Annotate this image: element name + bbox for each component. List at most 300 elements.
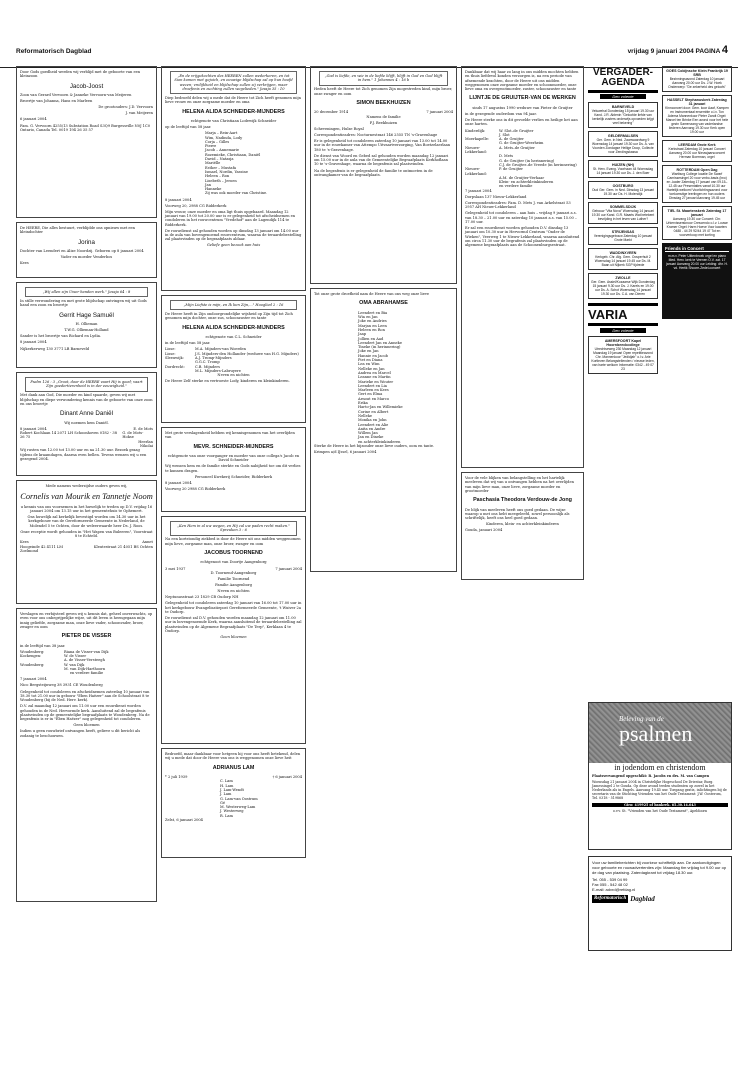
birth-date: 20 december 1914 <box>314 110 349 115</box>
child-name: Gerrit Hage Samuël <box>59 311 114 319</box>
relative: M.A. Mijnders-van Woerden <box>195 347 246 352</box>
agenda-list <box>588 102 658 299</box>
ad-speakers: Plaatsvervangend opgeschikt: B. Jacobs en drs. M. van Campen <box>592 774 710 778</box>
family-list <box>165 779 302 818</box>
ad-visit: Wij rusten van 12.00 tot 13.00 uur en na 21.30 uur. Bezoek graag tijdens de kraamdagen, daarna even bellen. Tevens wenzen wij u een gezegend 2004. <box>20 448 147 461</box>
event-item <box>662 95 732 137</box>
item-text: Ger. Gem. in Ned. Zaanwaardweg 9 Woensdag 14 januari 19.30 uur Ds. A. van Voorden Zondagse Heilige Doop, Collecte voor Zendingskassa <box>592 138 654 154</box>
family-member: Esther – Mustafa <box>205 165 237 170</box>
item-text: Utrechtseweg 230 Maandag 12 januari Maandag 19 januari Open repetitieavond Chr. Mannenkoor "Jedidjah" o.l.v. Arie Kortleven Belangstellenden / nieuwe leden, van harte welkom Informatie: 0342 - 49 07 23 <box>591 347 655 371</box>
parent-2: T.W.G. Ollieman-Holland <box>64 328 109 333</box>
ad-sign: De grootouders: J.D. Vervoorn <box>98 105 153 110</box>
ad-intro: Dankbaar dat wij haar zo lang in ons midden mochten hebben en thuis liefdevol konden verzorgen is, na een periode van afnemende krachten, door de Heere uit ons midden weggenomen onze zorgzame moeder en schoonmoeder, onze lieve oma en overgrootmoeder, zuster, schoonzuster en tante <box>465 70 579 92</box>
family-list <box>314 311 453 444</box>
ad-sign: Kinderen, klein- en achterkleinkinderen <box>486 522 559 527</box>
ad-title: Friends in Concert <box>665 246 729 252</box>
relative: J.S. Mijnders-den Hollander (weduwe van H.G. Mijnders) <box>195 351 299 356</box>
child-name: Dinant Anne Daniël <box>60 410 113 418</box>
ad-intro: Tot onze grote droefheid nam de Heere van ons weg onze lieve <box>314 292 429 296</box>
signer-3: Heerlan <box>138 439 153 444</box>
column-3 <box>310 66 457 1066</box>
wedding-ad <box>16 480 157 604</box>
family-member: Mariëlle <box>205 161 221 166</box>
family-member: Corine en Albert <box>358 409 389 414</box>
place: Woudenberg: <box>20 662 45 667</box>
ad-text: Voor uw familieberichten bij voorkeur schriftelijk aan. De aankondigingen voor geboorte en rouwadvertenties zijn: Maandag tim vrijdag tot 9.00 uur op de dag van plaatsing. Zaterdagkrant tot vrijdag 18.30 uur. <box>592 860 727 875</box>
family-member: R. Lam <box>220 813 233 818</box>
ad-date: Krimpen a/d IJssel, 6 januari 2004 <box>314 450 377 455</box>
item-heading: ZWOLLE <box>615 276 631 280</box>
item-heading: TIEL St. Maartenskerk Zaterdag 17 januari <box>667 209 727 217</box>
family-member: G. Lam-van Oostrum <box>220 796 258 801</box>
family-member: Marleen en Kees <box>358 388 389 393</box>
ad-date: Zelst, 6 januari 2004 <box>165 818 203 823</box>
ad-quote: Psalm 126 : 3 „Groot, door de HEERE vaart Hij is goed; vaart Zijn goedertierenheid is in der eeuwigheid." <box>25 377 148 392</box>
family-2: Familie Aangenborg <box>215 583 252 588</box>
family-member: Marieke en Wouter <box>358 379 394 384</box>
place: Moerkapelle: <box>465 137 490 142</box>
family-member: Rozemieke, Christiaan, Daniël <box>205 152 261 157</box>
ad-intro: Na een kortstondig ziekbed is door de Heere uit ons midden weggenomen mijn lieve, zorgzame man, onze broer, zwager en oom <box>165 537 301 546</box>
ad-intro: Met dank aan God, Die moeder en kind spaarde, geven wij met blijdschap en diepe verwondering kennis van de geboorte van onze zoon en ons broertje <box>20 393 153 406</box>
ad-date: 8 januari 2004 <box>165 480 192 485</box>
agenda-item <box>588 273 658 299</box>
groom-address: Hoogeinde 42 4111 LM Zoelmond <box>20 544 63 553</box>
relative: W. Slot–de Gruijter <box>499 128 534 133</box>
ad-intro: Verslagen en verbijsterd geven wij u kennis dat, geheel onverwachts, op even voor ons onbegrijpelijke wijze, uit dit leven is heengegaan mijn innig geliefde, zorgzame man, onze lieve vader, schoonvader, broer, zwager en oom <box>20 612 153 629</box>
relative: A.M. de Gruijter-Verhaar <box>499 175 545 180</box>
ad-intro: Voor de vele blijken van belangstelling en het hartelijk meeleven dat wij van u ontvangen hebben na het overlijden van mijn lieve man, onze lieve, zorgzame moeder en grootmoeder <box>465 476 574 493</box>
place: Kockengen: <box>20 654 42 659</box>
ad-address: Robert Kochlaan 14 2071 LH Schoonhoven 0182 - 38 26 75 <box>20 431 117 440</box>
ad-intro: Heden heeft de Heere tot Zich genomen Zijn mogestreden kind, mijn broer, onze zwager en oom <box>314 87 453 96</box>
ad-date: Gouda, januari 2004 <box>465 528 503 533</box>
item-text: Aanvang 19.30 uur Concert: Chr. Urkervissersknoor Crescendo o.l.v. Louwe Kramer Orgel: Harm Hoeve Voor kaarten: 0488 - 44 29 92/44 19 47 Tot en voorverkoop met korting <box>666 217 728 237</box>
birth-date: 3 mei 1937 <box>165 566 186 571</box>
deceased-name: ADRIANUS LAM <box>212 764 255 771</box>
agenda-title: VERGADER-AGENDA <box>588 66 658 93</box>
ad-intro: De Heere heeft in Zijn ondoorgrondelijke wijsheid op Zijn tijd tot Zich genomen mijn dochter, onze zus, schoonzuster en tante <box>165 312 293 321</box>
ad-text-3: Onze receptie wordt gehouden in "Het Wapen van Buleeren", Voorstraat 8 te Echteld. <box>20 529 153 539</box>
family-member: Jan <box>205 182 211 187</box>
ad-text-1: Er is gelegenheid tot condoleren zaterdag 10 januari van 13.00 tot 14.00 uur in de rouwkamer van Attempo Uitvaartverzorging, Van Boetzelaerlaan 180 te 's-Gravenhage. <box>314 139 451 152</box>
giro-info: Giro: 419925 of bankrek. 65.30.14.643 <box>592 803 728 807</box>
ad-quote: „Mijn Liefste is mijn, en Ik ben Zijn,..." Hooglied 2 : 16 <box>170 300 297 310</box>
item-text: Kinnconcert door: Gem. koor Aaaf, Kampen en Instrumentaal ensemble o.l.v. Ton Adema Mannenkoor Pieter Zandt Orgel: Marcel ten Brinke Een avond voor het hele gezin Samenzang van vaderlandse liederen Aanvang 19.30 uur Kerk open 19.00 uur <box>665 106 729 134</box>
family-member: Pierre <box>205 144 217 149</box>
ad-address: Nijkerkerweg 130 3771 LB Barneveld <box>20 346 90 351</box>
varia-subtitle: Deo volente <box>600 328 646 333</box>
item-text: Gebouw "Vita Nova" Woensdag 14 januari 19.30 uur Kand. G.R. Maarts Wat betekent bevrijding in het leven van Luther? <box>591 209 655 221</box>
ad-intro: De HEERE, Die alles bestuurt, verblijdde ons opnieuw met een kleindochter <box>20 226 135 235</box>
family-member: Lisebeth – Jeroen <box>205 178 237 183</box>
family-member: Leendert en Alie <box>358 422 389 427</box>
family-member: en achterkleinkinderen <box>358 439 401 444</box>
signer-2: G. de Mots-Hokse <box>122 431 144 440</box>
family-member: Piet en Diana <box>358 358 383 363</box>
family-list <box>465 129 580 189</box>
agenda-subtitle: Deo volente <box>600 94 646 99</box>
family-member: Wia en Jan <box>358 315 378 320</box>
friends-in-concert-ad <box>662 243 732 319</box>
ad-text-2: Gelegenheid tot condoleren – aan huis – vrijdag 9 januari a.s. van 18.30 – 21.00 uur en zaterdag 10 januari a.s. van 15.00 – 17.00 uur. <box>465 211 577 224</box>
item-heading: STRIJENSAS <box>611 230 635 234</box>
family-member: Marjan en Leen <box>358 323 387 328</box>
deceased-name: PIETER DE VISSER <box>61 633 112 640</box>
family-member: Monika en John <box>358 418 387 423</box>
ad-intro: Diep bedroefd delen wij u mede dat de Heere tot Zich heeft genomen mijn lieve vrouw en onze zorgzame moeder en oma <box>165 95 301 105</box>
event-photo <box>589 703 731 763</box>
ad-text-1: Gelegenheid tot condoleren zaterdag 10 januari van 16.00 tot 17.00 uur in het kerkgebouw Evangelisatiepost Gereformeerde Gemeente, 't Wuiver 2a te Oudorp. <box>165 601 302 614</box>
family-member: Nelleke en Jan <box>358 366 385 371</box>
place: Nieuwe-Lekkerland: <box>465 145 487 155</box>
item-text: Wartburg College locatie De Swarf Carnissesingel 20 voor vmbo-basis (bvo) en -kader Zaterdag 17 januari van 09.15–12.45 uur Presentaties vanaf 10.30 uur Hartelijk welkom! Voorlichtingsavond voor toekomstige leerlingen en hun ouders Dinsdag 27 januari Aanvang 19.45 uur <box>666 172 728 200</box>
page-label: PAGINA <box>695 48 721 55</box>
item-heading: GOES Cobijnsche Klein Frankrijk 19 SRB <box>666 69 728 77</box>
ad-text-3: Na de begrafenis is er gelegenheid de familie te ontmoeten in de ontvangkamer van de begraafplaats. <box>314 168 433 177</box>
deceased-name: OMA ABRAHAMSE <box>359 300 408 307</box>
signer-4: Nikolai <box>139 444 153 449</box>
death-ad-beekhuizen <box>310 66 457 284</box>
ad-sign: D. Toornend-Aangenborg <box>210 570 257 575</box>
event-item <box>662 140 732 162</box>
deceased-name: HELENA ALIDA SCHNEIDER-MIJNDERS <box>182 108 285 115</box>
family-member: Corja – Gilles <box>205 139 230 144</box>
psalmen-ad <box>588 702 732 850</box>
relative: D. Mets <box>499 154 514 159</box>
ad-note: Geliefe geen bezoek aan huis <box>206 243 261 248</box>
death-ad-schneider <box>161 66 306 291</box>
relative: W. van Dijk <box>64 662 85 667</box>
phone: Tel. 055 - 539 04 99 <box>592 877 628 882</box>
family-row <box>465 146 580 155</box>
varia-title: VARIA <box>588 303 658 326</box>
ad-sub: echtgenote van onze voorganger en moeder van onze collega's Jacob en David Schneider <box>167 454 300 463</box>
email: E-mail: advrd@refdag.nl <box>592 887 636 892</box>
event-item <box>662 206 732 240</box>
ad-text-2: De dienst van Woord en Gebed zal gehouden worden maandag 12 januari om 15.00 uur in de aula van de Gemeentelijke Begraafplaats Kerkhoflaan 10 te 's-Gravenhage, waarna de begrafenis zal plaatsvinden. <box>314 153 449 167</box>
child-name: Jorina <box>78 238 95 246</box>
newspaper-name: Reformatorisch Dagblad <box>16 48 92 55</box>
family-member: Hannie en Jacob <box>358 353 388 358</box>
item-heading: BARNEVELD <box>611 105 635 109</box>
place: Kinderdijk: <box>465 128 486 133</box>
family-member: J. Westerweg <box>220 809 244 814</box>
agenda-item <box>588 160 658 178</box>
ad-date: 7 januari 2004 <box>20 677 47 682</box>
item-heading: LEERDAM Grote Kerk <box>678 143 716 147</box>
family-member: Ismael, Nordin, Yassine <box>205 169 248 174</box>
rd-logo <box>592 895 728 903</box>
ad-text-2: De rouwdienst zal D.V. gehouden worden maandag 12 januari om 11.00 uur in bovengenoemde Kerk, waarna aansluitend de teraardebestelling zal plaatsvinden op de Algemene Begraafplaats "De Terp", Kerklaan 4 te Oudorp. <box>165 616 302 633</box>
varia-item <box>588 336 658 374</box>
logo-part-2: Dagblad <box>630 895 655 903</box>
item-heading: HUIZEN (NH) <box>612 163 634 167</box>
family-member: M. Westerweg-Lam <box>220 805 256 810</box>
rd-contact-ad <box>588 856 732 951</box>
relative: A.J. Tromp-Mijnders <box>195 355 232 360</box>
item-heading: SOMMELSDIJK <box>609 205 637 209</box>
family: en verdere familie <box>69 671 104 676</box>
family-member: Gert en Elma <box>358 392 383 397</box>
bride: Annet <box>142 540 153 545</box>
deceased-name: HELENA ALIDA SCHNEIDER-MIJNDERS <box>182 324 285 331</box>
family-member: Jacob – Annemarie <box>205 148 240 153</box>
logo-part-1: Reformatorisch <box>594 896 627 901</box>
death-date: † 6 januari 2004 <box>272 775 302 780</box>
page-info <box>628 44 728 56</box>
ad-sub: sinds 17 augustus 1990 weduwe van Pieter de Gruijter <box>472 105 573 110</box>
family-member: Jaap <box>358 332 367 337</box>
ad-sub: echtgenote van Christiaan Lodewijk Schneider <box>190 119 277 124</box>
death-ad-lam <box>161 748 306 858</box>
item-text: Kerkgeb. Chr. Afg. Gem. Oosperhuit 2 Woensdag 14 januari 19.45 uur Ds. M. Baan uit Nijkerk SGP tijdrede <box>594 255 652 267</box>
item-heading: AMERSFOORT Kapel Hoornbeeckcollege <box>604 339 642 347</box>
family-member: Heleen – Ron <box>205 174 230 179</box>
ad-sign: Personeel Kwekerij Schneider, Ridderkerk <box>194 474 273 479</box>
death-ad-abrahamse <box>310 288 457 572</box>
ad-intro: Met grote verslagenheid hebben wij kennisgenomen van het overlijden van <box>165 431 295 440</box>
ad-text-1: De Heere sterke ons in dit gevoelde verlies en heilige het aan onze harten. <box>465 118 578 127</box>
birth-date: * 2 juli 1939 <box>165 775 188 780</box>
ad-text: Dochter van Leendert en Alize Noordzij. Geboren op 8 januari 2004 <box>20 249 144 254</box>
family-member: Jollien en Aad <box>358 336 384 341</box>
death-date: 7 januari 2004 <box>426 110 453 115</box>
place: Lisse: <box>165 347 176 352</box>
ad-age: op de leeftijd van 58 jaar. <box>165 125 212 130</box>
item-heading: OOSTBURG <box>612 184 634 188</box>
family-member: Leendert en Lia <box>358 383 387 388</box>
ad-address: Voorweg 20 2988 CG Ridderkerk <box>165 487 226 492</box>
place: Lisse: <box>165 351 176 356</box>
family-member: Arnout en Marco <box>358 396 389 401</box>
column-2 <box>161 66 306 1066</box>
relative: M.L. Mijnders-Labruyere <box>195 368 241 373</box>
event-item <box>662 165 732 203</box>
agenda-item <box>588 131 658 157</box>
family-member: J. Lam-Wendt <box>220 787 244 792</box>
giro-note: o.v.v. St. "Vrienden van het Oude Testament", Apeldoorn <box>612 809 708 813</box>
ad-address: Fam. G. Vervoorn 4255/13 Substation Road S3Q9 Burgessville N0J 1C0 Ontario, Canada Tel. 0019 194 26 35 57 <box>20 123 150 132</box>
relative: G. de Gruijter-Weerheim <box>499 141 544 146</box>
item-text: Ger. Gem. Assiel/Kozaarse Wijk Donderdag 15 januari 9.30 uur Ds. J. Karels en 19.00 uur Ds. A. Schot Woensdag 14 januari 19.30 uur Ds. C.A. van Dieren <box>591 280 655 296</box>
ad-date: 8 januari 2004 <box>20 426 47 431</box>
relative: Riana de Visser-van Dijk <box>64 649 109 654</box>
child-name: Jacob-Joost <box>69 82 104 90</box>
family-member: Leanne en Martin <box>358 375 391 380</box>
ad-address: Voorweg 20, 2988 CG Ridderkerk <box>165 203 227 208</box>
bride-address: Kleutestraat 21 4051 BS Ochten <box>93 544 153 549</box>
item-heading: HASSELT Stephanuskerk Zaterdag 31 januari <box>667 98 727 106</box>
ad-text-2: Ons huwelijk zal kerkelijk bevestigd worden om 14.30 uur in het kerkgebouw van de Gereformeerde Gemeente in Nederland, de Molendel 5 te Ochten, door de weleerwaarde heer Ds. J. Roos. <box>27 515 146 528</box>
relative: P. de Gruijter <box>499 167 523 172</box>
ad-sub: echtgenote van C.L. Schneider <box>205 335 262 340</box>
page-number: 4 <box>721 44 728 56</box>
ad-quote: „Wij allen zijn Uwer handen werk." Jesaja 64 : 8 <box>25 287 148 297</box>
relative: en verdere familie <box>499 184 533 189</box>
agenda-item <box>588 248 658 270</box>
family-member: C. Lam <box>220 779 233 784</box>
relative: J. Slot <box>499 132 510 137</box>
relative: A. de Gruijter <box>499 137 524 142</box>
family-member: Harto-Jan en Willemieke <box>358 405 403 410</box>
death-date: 7 januari 2004 <box>275 566 302 571</box>
agenda-item <box>588 102 658 128</box>
ad-intro: Door Gods goedheid werden wij verblijd met de geboorte van een kleinzoon <box>20 70 141 79</box>
place: Woudenberg: <box>20 649 45 654</box>
family-member: Leendert en Bia <box>358 310 388 315</box>
ad-text-2: D.V. zal maandag 12 januari om 11.00 uur een rouwdienst worden gehouden in de Ned. Hervormde kerk. Aansluitend zal de begrafenis plaatsvinden op de gemeentelijke begraafplaats te Woudenberg. Na de begrafenis is er in "Eben Haëzer" nog gelegenheid tot condoleren. <box>20 704 150 722</box>
relative: C.J. de Gruijter–de Vreede (in herinnering) <box>499 162 577 167</box>
family-member: Leendert Jan en Anneke <box>358 340 402 345</box>
ad-text: Wij wensen hem en de familie sterkte en Gods nabijheid toe om dit verlies te kunnen dragen. <box>165 464 301 473</box>
ad-sub: Wij noemen hem Daniël. <box>64 420 109 425</box>
ad-date: 6 januari 2004 <box>20 117 47 122</box>
no-flowers: Geen bloemen <box>73 723 100 728</box>
deceased-name: JACOBUS TOORNEND <box>204 549 263 556</box>
family-member: Hanneke <box>205 187 222 192</box>
item-heading: WADDINXVEEN <box>609 251 637 255</box>
ad-text: De blijk van meeleven heeft ons goed gedaan. De wijze waarop u met ons hebt meegeleefd, zowel persoonlijk als schriftelijk, heeft ons heel goed gedaan. <box>465 507 570 521</box>
ad-sub: Broertje van Johanna, Hans en Marleen <box>20 99 93 104</box>
ad-text: Zoon van Gerard Vervoorn & Janneke Vervoorn-van Meijeren <box>20 93 132 98</box>
ad-text-1: u kennis van ons voornemen in het huwelijk te treden op D.V. vrijdag 16 januari 2004 om 13.15 uur in het gemeentehuis te Ophemert. <box>20 504 153 514</box>
ad-sign-2: Kees <box>20 261 29 266</box>
photo-caption-2: psalmen <box>619 721 693 746</box>
family-1: Familie Toornend <box>217 576 250 581</box>
family-member: Erika <box>358 401 368 406</box>
ad-text-1: Gelegenheid tot condoleren en afscheidnemen zaterdag 10 januari van 18.30 tot 21.00 uur in gebouw "Eben Haëzer" aan de Schoolstraat 8 te Woudenberg (bij de Ned. Herv. kerk). <box>20 689 150 703</box>
item-text: St. Herv. Evang. Voorhaan 44 Woensdag 14 januari 19.30 uur Ds. J. den Boer <box>593 167 653 175</box>
family-member: Lea en Wim <box>358 362 380 367</box>
family-member: Andrea en Marcel <box>358 370 391 375</box>
ad-address: Nico Bergsteijnweg 38 3931 CE Woudenberg <box>20 683 103 688</box>
ad-quote: „Ken Hem in al uw wegen, en Hij zal uw paden recht maken." Spreuken 3 : 6 <box>170 521 297 536</box>
family-member: Tineke (in herinnering) <box>358 345 401 350</box>
item-heading: ROTTERDAM Open Dag <box>676 168 718 172</box>
relative: W. de Visser <box>64 654 87 659</box>
column-4 <box>461 66 584 1066</box>
relative: Klein- en achterkleinkinderen <box>499 180 554 185</box>
issue-date: vrijdag 9 januari 2004 <box>627 48 694 55</box>
family-member: H. Lam <box>220 783 234 788</box>
ad-sign-2: J. van Meijeren <box>125 111 153 116</box>
agenda-item <box>588 202 658 224</box>
ad-quote: „God is liefde, en wie in de liefde blijft, blijft in God en God blijft in hem." 1 Johannes 4 : 16 b <box>319 71 448 86</box>
agenda-item <box>588 227 658 245</box>
place: Dordrecht: <box>165 364 185 369</box>
birth-ad-jorina <box>16 222 157 278</box>
relative: C.B. Mijnders <box>195 364 220 369</box>
place: Nieuwe-Lekkerland: <box>465 167 487 176</box>
family-member: Anita en Andre <box>358 426 386 431</box>
ad-correspondence: Correspondentieadres: Fam. D. Mets J. van Arkelstraat 53 2957 AH Nieuw-Lekkerland <box>465 200 571 210</box>
death-ad-de-visser <box>16 608 157 902</box>
family-member: Marja – Rein-Aart <box>205 131 238 136</box>
ad-footer: De Heere Zelf sterke en vertroeste Lody, kinderen en kleinkinderen. <box>165 379 290 384</box>
birth-ad-jacob-joost <box>16 66 157 218</box>
place: Sleeuwijk: <box>165 355 184 360</box>
ad-quote: „En de vrijgekochten des HEEREN zullen wederkeren, en tot Sion komen met gejuich, en eeuwige blijdschap zal op hun hoofd wezen; vrolijkheid en blijdschap zullen zij verkrijgen, maar droefenis en zuchting zullen wegvlieden." Jesaja 35 : 10 <box>170 71 297 94</box>
ad-footer: Indien u geen rouwbrief ontvangen heeft, gelieve u dit bericht als zodanig te beschouwen. <box>20 729 141 738</box>
relative: M. van Dijk-Harthoorn <box>64 666 106 671</box>
family: Neven en nichten <box>217 373 250 378</box>
death-ad-schneider-company <box>161 427 306 512</box>
ad-age: in de leeftijd van 58 jaar. <box>165 341 211 346</box>
ad-text-2: De rouwdienst zal gehouden worden op dinsdag 13 januari om 14.00 uur in de aula van bovengenoemd rouwcentrum, waarna de teraardebestelling zal plaatsvinden op de begraafplaats aldaar. <box>165 228 302 242</box>
photo-caption-1: Beleving van de <box>619 715 664 723</box>
thanks-ad-verdouw <box>461 472 584 580</box>
ad-address: Dorpslaan 137 Nieuw-Lekkerland <box>465 194 527 199</box>
ad-text-3: Er zal een rouwdienst worden gehouden D.V. dinsdag 13 januari om 10.30 uur in Hervormd Centrum "Onder de Wieken", Veerweg 1 te Nieuw-Lekkerland, waarna aansluitend om circa 11.30 uur de begrafenis zal plaatsvinden op de algemene begraafplaats aan de Schoonenburgsestraat. <box>465 225 580 248</box>
birth-ad-gerrit <box>16 282 157 368</box>
ad-age: in de leeftijd van 38 jaar. <box>20 643 66 648</box>
family-member: Nelleke <box>358 413 373 418</box>
item-text: Veluwehal Donderdag 15 januari 19.30 uur Kand. J.R. Ablenin "Geloofde liefde van kerkelijk zusters onderwijs opvoeden krijgt veel bekering" <box>591 109 655 125</box>
death-ad-toornend <box>161 516 306 744</box>
event-list <box>662 66 732 240</box>
ad-date: 7 januari 2004 <box>465 188 492 193</box>
ad-footer: Sterke de Heere in het bijzonder onze lieve ouders, oom en tante. <box>314 444 435 448</box>
ad-intro: In stille verwondering en met grote blijdschap ontvingen wij uit Gods hand een zoon en broertje <box>20 299 147 308</box>
deceased-name: Paschasia Theodora Verdouw-de Jong <box>473 497 572 504</box>
relative: A. de Visser-Versteegh <box>64 658 105 663</box>
ad-sign: Namens de familie <box>366 114 401 119</box>
agenda-item <box>588 181 658 199</box>
ad-sub: echtgenoot van Doortje Aangenborg <box>200 560 267 565</box>
ad-text: Woensdag 21 januari 2004 in Christelijke Hogeschool De Driestar, Burg. Jamessingel 2 te Gouda. Op deze avond treden studenten op zowel in het Nederlands als in Engels. Aanvang 19.45 uur. Toegang gratis, inlichtingen bij de secretaris van de Stichting Vrienden van het Oude Testament: J.W. Oosterom, Tel. 0318 - 519868 <box>592 780 727 800</box>
signer-1: E. de Mots <box>133 426 153 431</box>
ad-sub: Sander is het broertje van Richard en Lydia. <box>20 334 102 339</box>
death-ad-de-gruijter <box>461 66 584 468</box>
ad-tail: Zij was ook moeder van Christine. <box>205 191 268 196</box>
family-member: Joke en Andries <box>358 319 387 324</box>
family-member: J. Lam <box>220 792 232 797</box>
family-3: Neven en nichten <box>217 589 250 594</box>
ad-place: Scheveningen, Hulze Royal <box>314 126 364 131</box>
ad-address: Neptunusstraat 23 1829 CB Oudorp NH <box>165 595 239 600</box>
item-heading: GELDERMALSEN <box>607 134 639 138</box>
couple-names: Cornelis van Mourik en Tannetje Noom <box>20 492 153 502</box>
no-flowers: Geen bloemen <box>220 635 247 640</box>
death-ad-schneider-family <box>161 295 306 423</box>
column-1 <box>16 66 157 1066</box>
deceased-name: SIMON BEEKHUIZEN <box>356 99 411 106</box>
family-member: David – Natasja <box>205 157 234 162</box>
birth-ad-dinant <box>16 372 157 476</box>
ad-date: 8 januari 2004 <box>165 197 192 202</box>
item-text: Kerkstraat Zaterdag 10 januari Concert Aanvang 20.00 uur Nieuwjaarsconcert Herman Boerman, orgel <box>668 147 726 159</box>
family-member: Wim, Nadinda, Lody <box>205 135 243 140</box>
groom: Kees <box>20 540 29 545</box>
item-text: Oud Ger. Gem. in Ned. Dinsdag 13 januari 19.30 uur Ds. H. Molendijk <box>591 188 655 196</box>
family-member: Gé <box>220 800 225 805</box>
family-member: Jan en Dineke <box>358 435 384 440</box>
ad-age: in de gezegende ouderdom van 94 jaar. <box>465 112 537 117</box>
relative: G. de Gruijter (in herinnering) <box>499 158 555 163</box>
page-header <box>0 0 738 68</box>
event-item <box>662 66 732 92</box>
deceased-name: LIJNTJE DE GRUIJTER-VAN DE WERKEN <box>469 95 576 102</box>
ad-correspondence: Correspondentieadres: Nocturnestraat 146 2555 TN 's-Gravenhage <box>314 133 438 138</box>
ad-subtitle: in jodendom en christendom <box>614 763 706 772</box>
fax: Fax 055 - 542 48 02 <box>592 882 628 887</box>
family-row <box>465 167 580 176</box>
relative: G.G.C. Tromp <box>195 360 220 365</box>
family-member: Willem Jan <box>358 431 378 436</box>
parent-1: H. Ollieman <box>75 322 98 327</box>
ad-date: 8 januari 2004 <box>20 340 47 345</box>
